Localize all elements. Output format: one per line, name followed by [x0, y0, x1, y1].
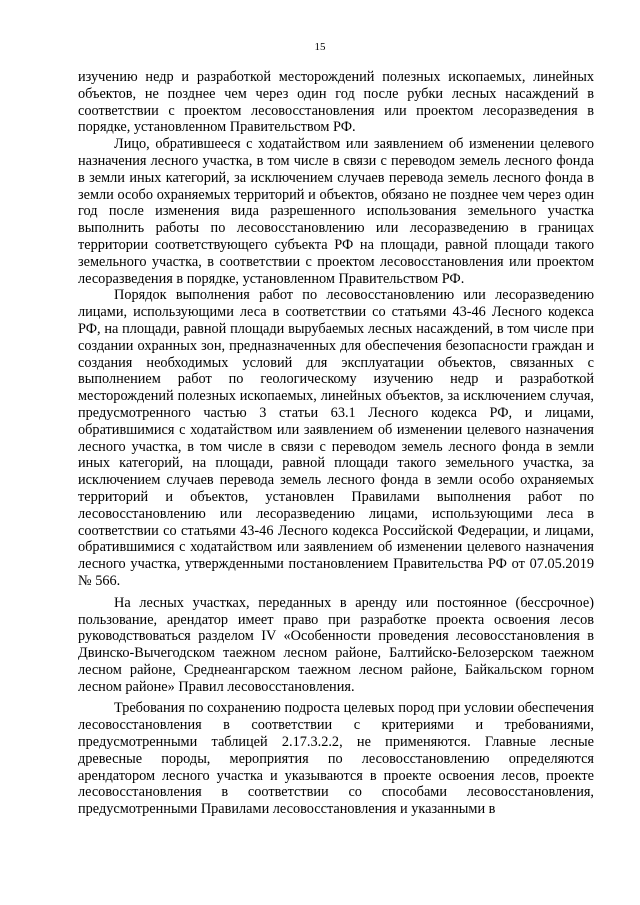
- paragraph-continuation: изучению недр и разработкой месторождений полезных ископаемых, линейных объектов, не позднее чем через один год после рубки лесных насаждений в соответствии с проектом лесовосстановления или проектом лесоразведения в порядке, установленном Правительством РФ.: [78, 69, 594, 136]
- paragraph-reforestation-procedure: Порядок выполнения работ по лесовосстановлению или лесоразведению лицами, использующими леса в соответствии со статьями 43-46 Лесного кодекса РФ, на площади, равной площади вырубаемых лесных насаждений, в том числе при создании охранных зон, предназначенных для обеспечения безопасности граждан и создания необходимых условий для эксплуатации объектов, связанных с выполнением работ по геологическому изучению недр и разработкой месторождений полезных ископаемых, линейных объектов, за исключением случая, предусмотренного частью 3 статьи 63.1 Лесного кодекса РФ, и лицами, обратившимися с ходатайством или заявлением об изменении целевого назначения лесного участка, в том числе в связи с переводом земель лесного фонда в земли иных категорий, на площади, равной площади такого земельного участка, за исключением случаев перевода земель лесного фонда в земли особо охраняемых территорий и объектов, установлен Правилами выполнения работ по лесовосстановлению или лесоразведению лицами, использующими леса в соответствии со статьями 43-46 Лесного кодекса Российской Федерации, и лицами, обратившимися с ходатайством или заявлением об изменении целевого назначения лесного участка, утвержденными постановлением Правительства РФ от 07.05.2019 № 566.: [78, 287, 594, 589]
- paragraph-land-use-change: Лицо, обратившееся с ходатайством или заявлением об изменении целевого назначения лесного участка, в том числе в связи с переводом земель лесного фонда в земли иных категорий, за исключением случаев перевода земель лесного фонда в земли особо охраняемых территорий и объектов, обязано не позднее чем через один год после изменения вида разрешенного использования земельного участка выполнить работы по лесовосстановлению или лесоразведению в границах территории соответствующего субъекта РФ на площади, равной площади такого земельного участка, в соответствии с проектом лесовосстановления или проектом лесоразведения в порядке, установленном Правительством РФ.: [78, 136, 594, 287]
- document-body: [78, 69, 594, 818]
- paragraph-leased-plots: На лесных участках, переданных в аренду или постоянное (бессрочное) пользование, арендатор имеет право при разработке проекта освоения лесов руководствоваться разделом IV «Особенности проведения лесовосстановления в Двинско-Вычегодском таежном лесном районе, Балтийско-Белозерском таежном лесном районе, Среднеангарском таежном лесном районе, Байкальском горном лесном районе» Правил лесовосстановления.: [78, 594, 594, 695]
- paragraph-undergrowth-requirements: Требования по сохранению подроста целевых пород при условии обеспечения лесовосстановления в соответствии с критериями и требованиями, предусмотренными таблицей 2.17.3.2.2, не применяются. Главные лесные древесные породы, мероприятия по лесовосстановлению определяются арендатором лесного участка и указываются в проекте освоения лесов, проекте лесовосстановления в соответствии со способами лесовосстановления, предусмотренными Правилами лесовосстановления и указанными в: [78, 700, 594, 818]
- page-number: 15: [314, 41, 326, 53]
